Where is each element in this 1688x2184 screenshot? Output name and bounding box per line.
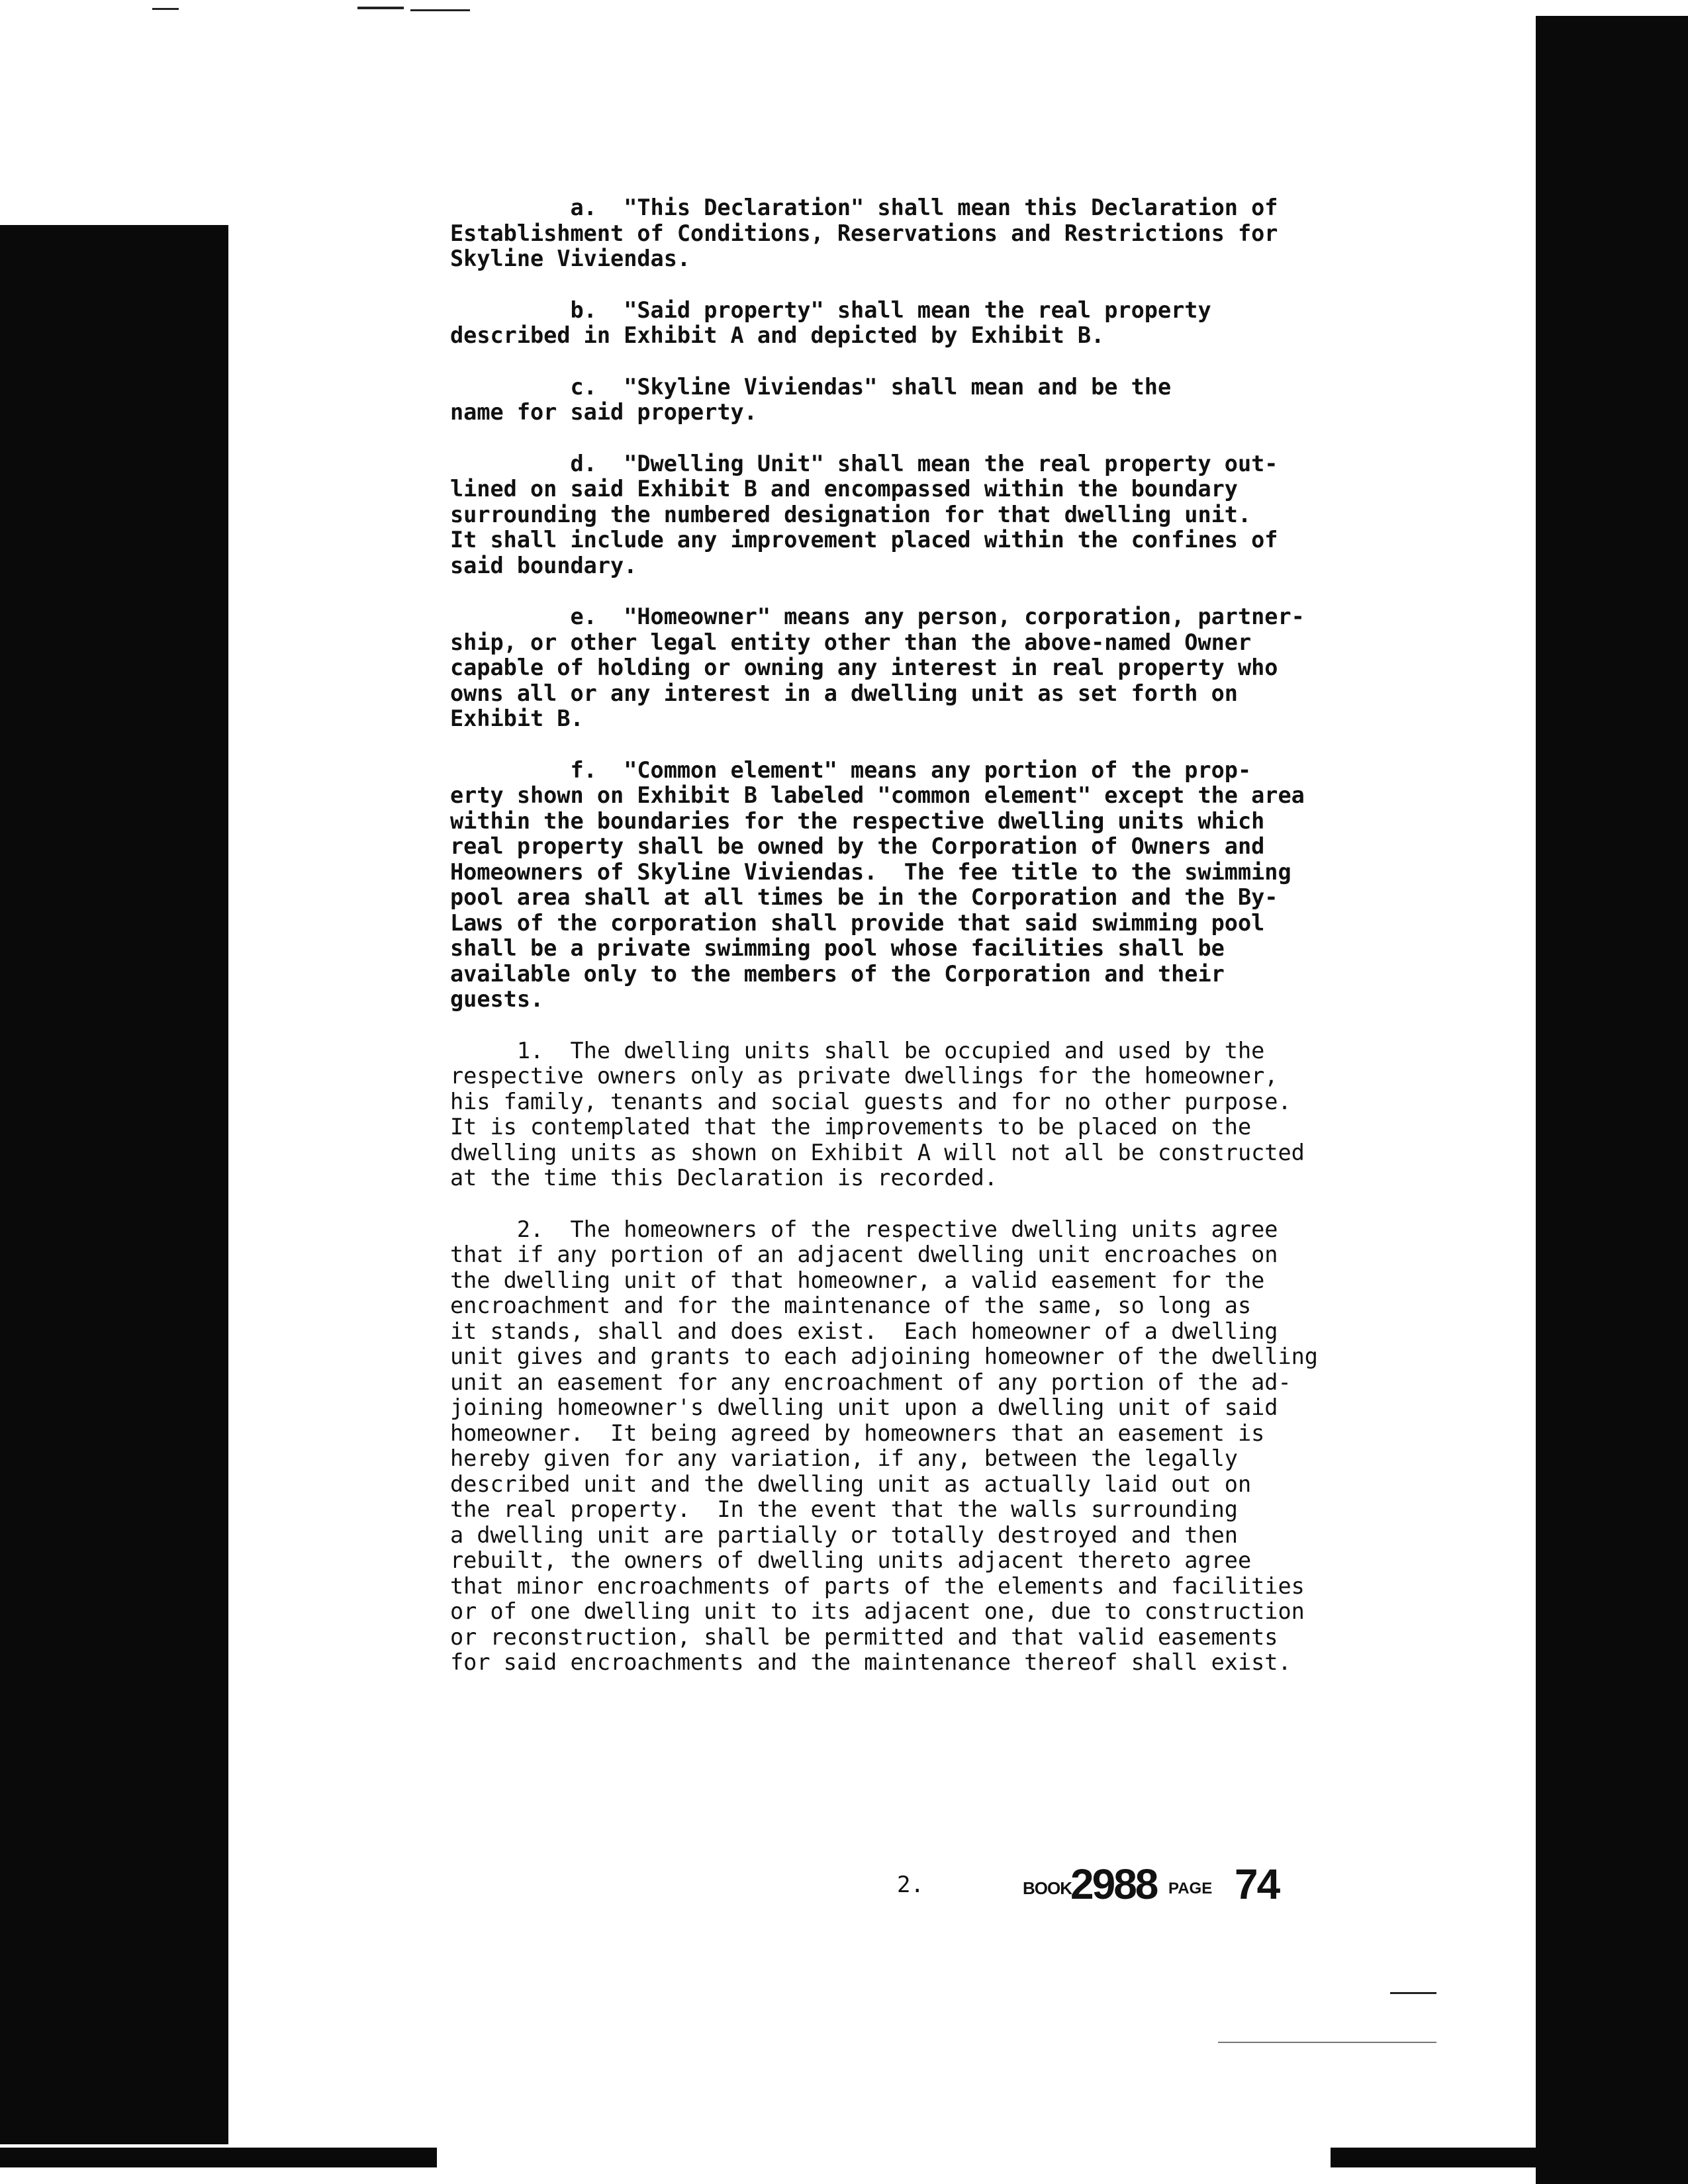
text-line: shall be a private swimming pool whose facilities shall be — [450, 935, 1225, 961]
paragraph-d — [450, 451, 1443, 579]
text-line: Homeowners of Skyline Viviendas. The fee title to the swimming — [450, 858, 1291, 885]
page-value: 74 — [1235, 1860, 1280, 1908]
text-line: erty shown on Exhibit B labeled "common element" except the area — [450, 782, 1305, 808]
scan-speck — [410, 9, 470, 11]
text-line: pool area shall at all times be in the Corporation and the By- — [450, 884, 1278, 910]
paragraph-e — [450, 604, 1443, 732]
text-line: 1. The dwelling units shall be occupied and used by the — [450, 1037, 1265, 1064]
text-line: encroachment and for the maintenance of the same, so long as — [450, 1293, 1252, 1318]
text-line: that minor encroachments of parts of the elements and facilities — [450, 1572, 1305, 1599]
text-line: a. "This Declaration" shall mean this Declaration of — [450, 195, 1278, 220]
text-line: hereby given for any variation, if any, between the legally — [450, 1445, 1238, 1471]
text-line: Establishment of Conditions, Reservations and Restrictions for — [450, 220, 1278, 246]
text-line: owns all or any interest in a dwelling unit as set forth on — [450, 680, 1238, 706]
text-line: Skyline Viviendas. — [450, 246, 691, 271]
text-line: capable of holding or owning any interest in real property who — [450, 655, 1278, 680]
text-line: Exhibit B. — [450, 705, 584, 731]
scan-border-bottom-right — [1331, 2148, 1536, 2167]
text-line: f. "Common element" means any portion of the prop- — [450, 756, 1252, 783]
document-body — [450, 195, 1443, 1702]
text-line: 2. The homeowners of the respective dwelling units agree — [450, 1216, 1278, 1242]
text-line: available only to the members of the Corporation and their — [450, 960, 1225, 987]
text-line: dwelling units as shown on Exhibit A will not all be constructed — [450, 1139, 1305, 1165]
paragraph-1 — [450, 1038, 1443, 1191]
text-line: his family, tenants and social guests and for no other purpose. — [450, 1088, 1291, 1115]
paragraph-2 — [450, 1217, 1443, 1676]
text-line: real property shall be owned by the Corporation of Owners and — [450, 833, 1265, 859]
text-line: joining homeowner's dwelling unit upon a dwelling unit of said — [450, 1394, 1278, 1420]
text-line: described in Exhibit A and depicted by Exhibit B. — [450, 322, 1105, 348]
text-line: b. "Said property" shall mean the real property — [450, 296, 1211, 323]
scan-border-bottom-left — [0, 2148, 437, 2167]
text-line: at the time this Declaration is recorded. — [450, 1165, 998, 1191]
text-line: the dwelling unit of that homeowner, a valid easement for the — [450, 1267, 1265, 1293]
book-number: 2988 — [1070, 1860, 1157, 1908]
text-line: unit gives and grants to each adjoining homeowner of the dwelling — [450, 1343, 1318, 1369]
text-line: c. "Skyline Viviendas" shall mean and be the — [450, 373, 1172, 400]
text-line: within the boundaries for the respective dwelling units which — [450, 807, 1265, 834]
text-line: said boundary. — [450, 552, 637, 578]
text-line: for said encroachments and the maintenance thereof shall exist. — [450, 1649, 1291, 1675]
scan-border-left — [0, 225, 228, 2144]
text-line: d. "Dwelling Unit" shall mean the real property out- — [450, 450, 1278, 477]
scan-speck — [1218, 2042, 1436, 2043]
text-line: the real property. In the event that the walls surrounding — [450, 1496, 1238, 1522]
scan-border-right — [1536, 16, 1688, 2184]
text-line: It shall include any improvement placed within the confines of — [450, 527, 1278, 553]
text-line: it stands, shall and does exist. Each homeowner of a dwelling — [450, 1318, 1278, 1344]
text-line: a dwelling unit are partially or totally destroyed and then — [450, 1522, 1238, 1548]
text-line: that if any portion of an adjacent dwelling unit encroaches on — [450, 1242, 1278, 1267]
page-number: 2. — [897, 1872, 924, 1898]
scan-speck — [357, 7, 404, 9]
text-line: respective owners only as private dwellings for the homeowner, — [450, 1063, 1278, 1089]
text-line: lined on said Exhibit B and encompassed within the boundary — [450, 476, 1238, 502]
text-line: name for said property. — [450, 399, 757, 425]
paragraph-c — [450, 375, 1443, 426]
scan-speck — [1390, 1992, 1436, 1994]
text-line: homeowner. It being agreed by homeowners that an easement is — [450, 1420, 1265, 1446]
text-line: Laws of the corporation shall provide that said swimming pool — [450, 909, 1265, 936]
text-line: ship, or other legal entity other than the above-named Owner — [450, 629, 1252, 655]
scan-speck — [152, 8, 179, 10]
paragraph-f — [450, 758, 1443, 1013]
paragraph-a — [450, 195, 1443, 272]
page-footer — [897, 1860, 1360, 1913]
text-line: or of one dwelling unit to its adjacent one, due to construction — [450, 1598, 1305, 1624]
text-line: e. "Homeowner" means any person, corporation, partner- — [450, 604, 1305, 629]
text-line: described unit and the dwelling unit as actually laid out on — [450, 1471, 1252, 1497]
text-line: unit an easement for any encroachment of any portion of the ad- — [450, 1369, 1291, 1395]
page-label: PAGE — [1168, 1880, 1213, 1897]
text-line: guests. — [450, 986, 544, 1012]
text-line: or reconstruction, shall be permitted and that valid easements — [450, 1623, 1278, 1650]
paragraph-b — [450, 298, 1443, 349]
book-label: BOOK — [1023, 1878, 1072, 1898]
text-line: It is contemplated that the improvements to be placed on the — [450, 1114, 1252, 1140]
text-line: surrounding the numbered designation for that dwelling unit. — [450, 501, 1252, 527]
text-line: rebuilt, the owners of dwelling units adjacent thereto agree — [450, 1547, 1252, 1573]
